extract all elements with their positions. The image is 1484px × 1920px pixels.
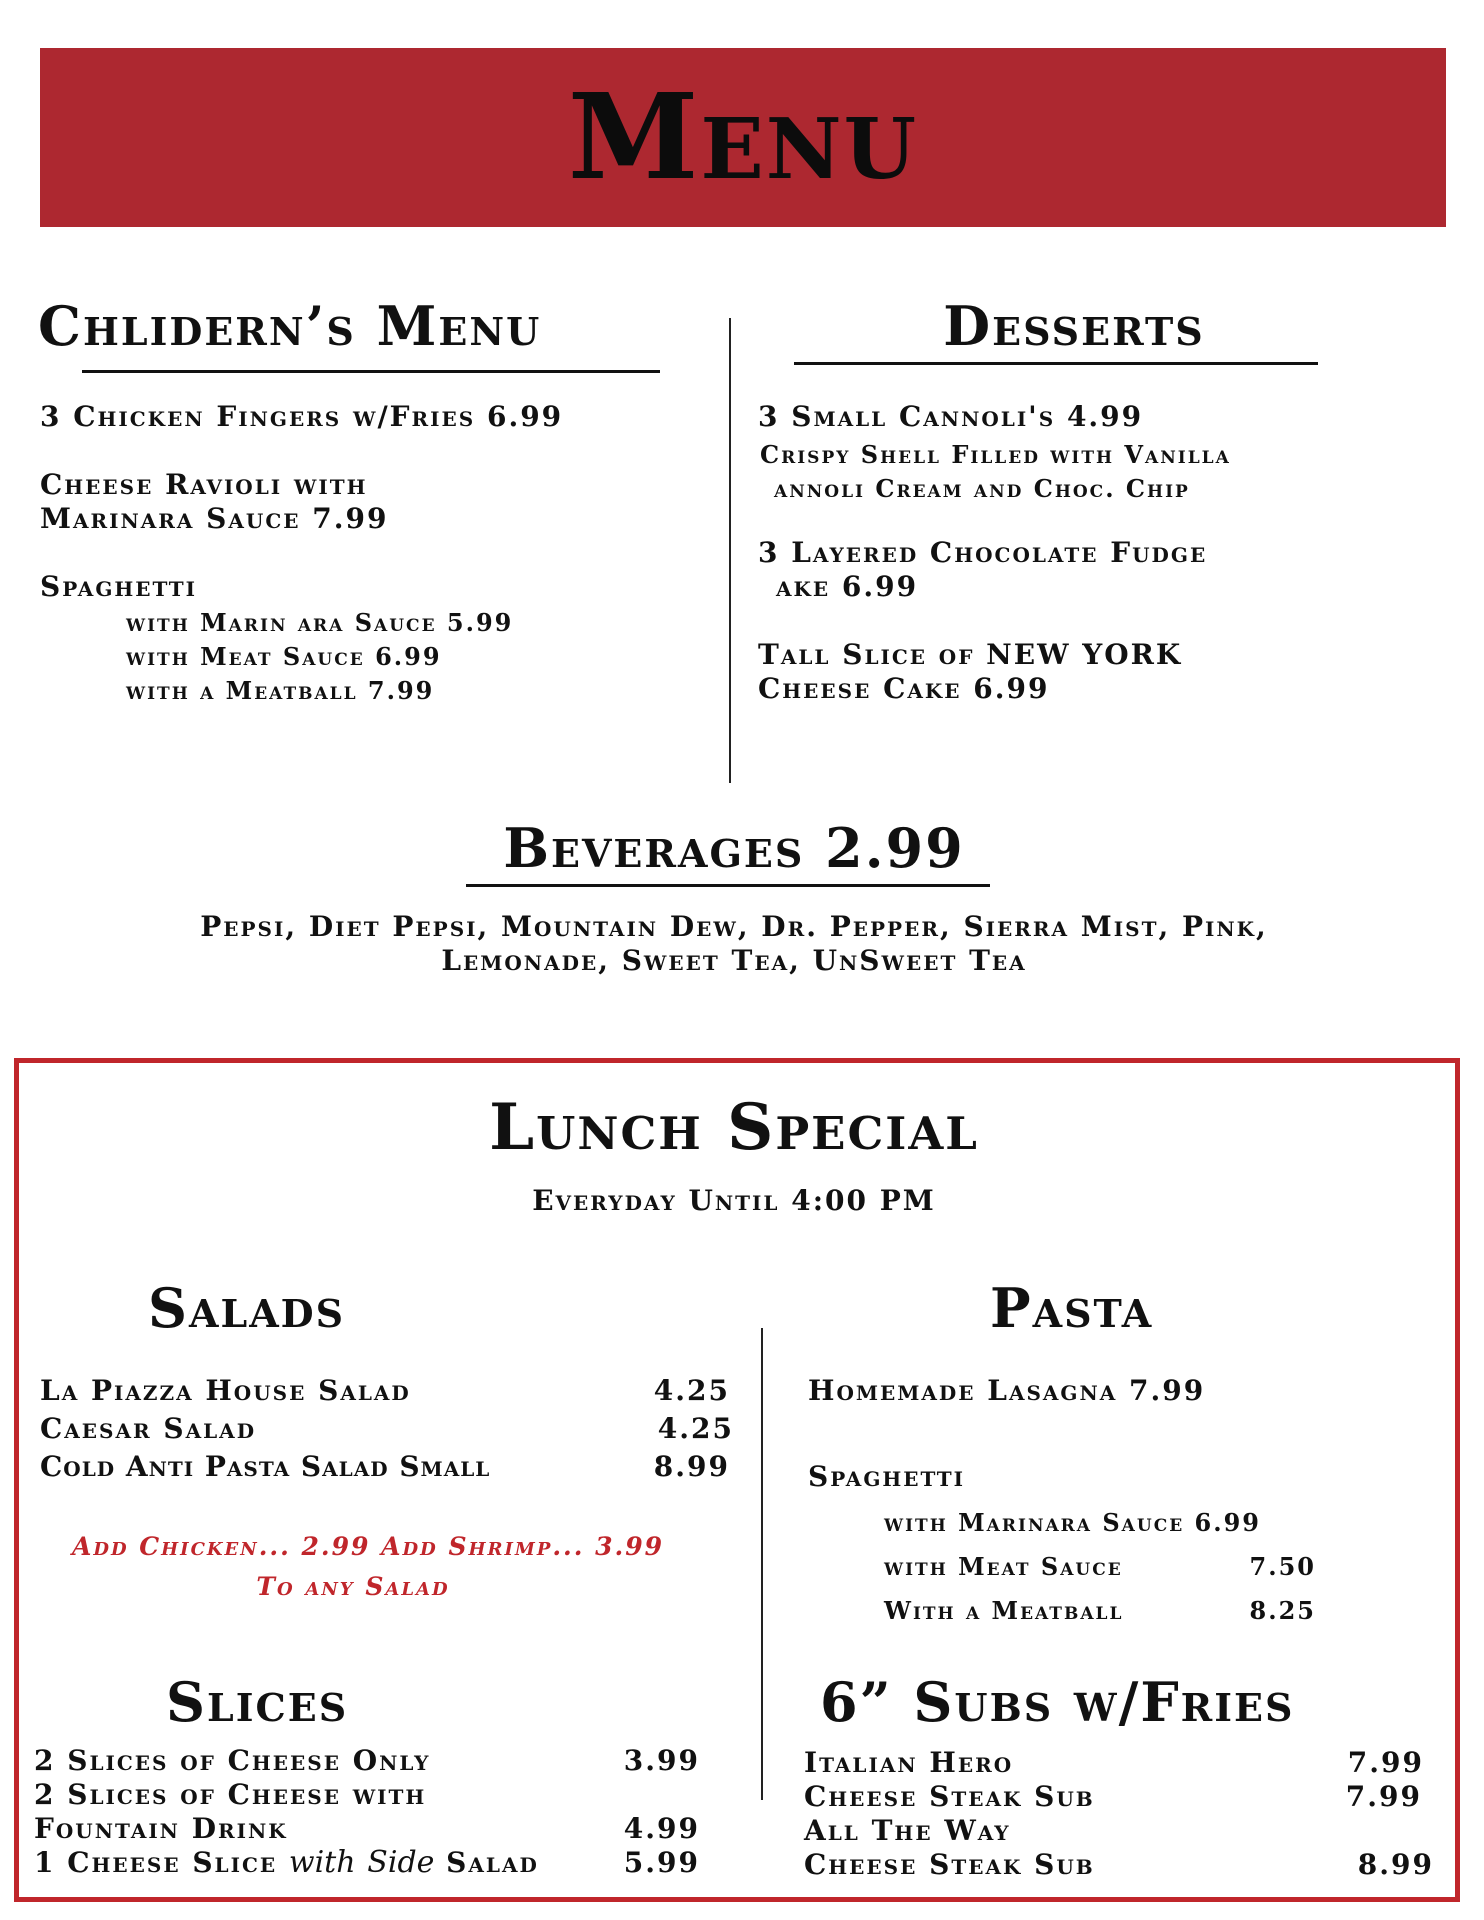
dessert-description: annoli Cream and Choc. Chip: [774, 474, 1190, 503]
childrens-item: Marinara Sauce 7.99: [40, 502, 389, 535]
sub-item-price: 8.99: [1357, 1848, 1434, 1881]
slice-item-price: 3.99: [623, 1744, 700, 1777]
pasta-item: Homemade Lasagna 7.99: [808, 1374, 1206, 1407]
salad-addon-note: To any Salad: [256, 1572, 450, 1601]
childrens-spaghetti-option: with Meat Sauce 6.99: [126, 642, 442, 671]
slice-item-price: 4.99: [623, 1812, 700, 1845]
slice-item-name: Fountain Drink: [34, 1812, 288, 1845]
childrens-item: 3 Chicken Fingers w/Fries 6.99: [40, 400, 564, 433]
slice-item-text: Salad: [446, 1846, 539, 1879]
slice-item-text: 1 Cheese Slice: [34, 1846, 278, 1879]
childrens-item: Spaghetti: [40, 570, 197, 603]
top-column-divider: [729, 318, 731, 783]
salad-item-price: 4.25: [653, 1374, 730, 1407]
slices-heading: Slices: [166, 1670, 349, 1734]
dessert-item: Cheese Cake 6.99: [758, 672, 1050, 705]
salad-item-name: Caesar Salad: [40, 1412, 257, 1445]
beverages-list: Lemonade, Sweet Tea, UnSweet Tea: [441, 944, 1027, 977]
pasta-option-name: With a Meatball: [884, 1596, 1124, 1625]
pasta-option-name: with Marinara Sauce 6.99: [884, 1508, 1261, 1537]
pasta-option-name: with Meat Sauce: [884, 1552, 1123, 1581]
salad-item-price: 8.99: [653, 1450, 730, 1483]
beverages-list: Pepsi, Diet Pepsi, Mountain Dew, Dr. Pepper, Sierra Mist, Pink,: [200, 910, 1268, 943]
childrens-spaghetti-option: with a Meatball 7.99: [126, 676, 435, 705]
page-title: Menu: [567, 67, 919, 206]
dessert-item: Tall Slice of NEW YORK: [758, 638, 1183, 671]
slice-item-price: 5.99: [623, 1846, 700, 1879]
sub-item-name: All The Way: [804, 1814, 1011, 1847]
salad-item-name: La Piazza House Salad: [40, 1374, 411, 1407]
slice-item-text: with: [288, 1845, 356, 1880]
salad-item-name: Cold Anti Pasta Salad Small: [40, 1450, 491, 1483]
sub-item-price: 7.99: [1347, 1746, 1424, 1779]
pasta-item: Spaghetti: [808, 1460, 965, 1493]
sub-item-price: 7.99: [1345, 1780, 1422, 1813]
dessert-description: Crispy Shell Filled with Vanilla: [760, 440, 1231, 469]
slice-item-name: [34, 1846, 539, 1880]
sub-item-name: Italian Hero: [804, 1746, 1014, 1779]
slice-item-text: Side: [367, 1845, 435, 1880]
salads-heading: Salads: [148, 1276, 346, 1340]
dessert-item: 3 Layered Chocolate Fudge: [758, 536, 1208, 569]
desserts-heading: Desserts: [943, 294, 1205, 358]
pasta-option-price: 8.25: [1249, 1596, 1316, 1625]
salad-item-price: 4.25: [657, 1412, 734, 1445]
slice-item-name: 2 Slices of Cheese with: [34, 1778, 427, 1811]
childrens-menu-heading: Chlidern’s Menu: [38, 294, 542, 358]
lunch-special-heading: Lunch Special: [489, 1090, 979, 1165]
childrens-item: Cheese Ravioli with: [40, 468, 368, 501]
lunch-special-subheading: Everyday Until 4:00 PM: [532, 1184, 936, 1217]
salad-addon-note: Add Chicken... 2.99 Add Shrimp... 3.99: [71, 1532, 665, 1561]
beverages-underline: [466, 884, 990, 887]
pasta-heading: Pasta: [990, 1276, 1154, 1340]
sub-item-name: Cheese Steak Sub: [804, 1848, 1095, 1881]
slice-item-name: 2 Slices of Cheese Only: [34, 1744, 431, 1777]
subs-heading: 6” Subs w/Fries: [820, 1670, 1295, 1734]
childrens-menu-underline: [82, 370, 660, 373]
childrens-spaghetti-option: with Marin ara Sauce 5.99: [126, 608, 514, 637]
desserts-underline: [794, 362, 1318, 365]
beverages-heading: Beverages 2.99: [503, 816, 965, 880]
dessert-item: ake 6.99: [776, 570, 919, 603]
lunch-column-divider: [761, 1328, 763, 1800]
dessert-item: 3 Small Cannoli's 4.99: [758, 400, 1144, 433]
pasta-option-price: 7.50: [1249, 1552, 1316, 1581]
sub-item-name: Cheese Steak Sub: [804, 1780, 1095, 1813]
